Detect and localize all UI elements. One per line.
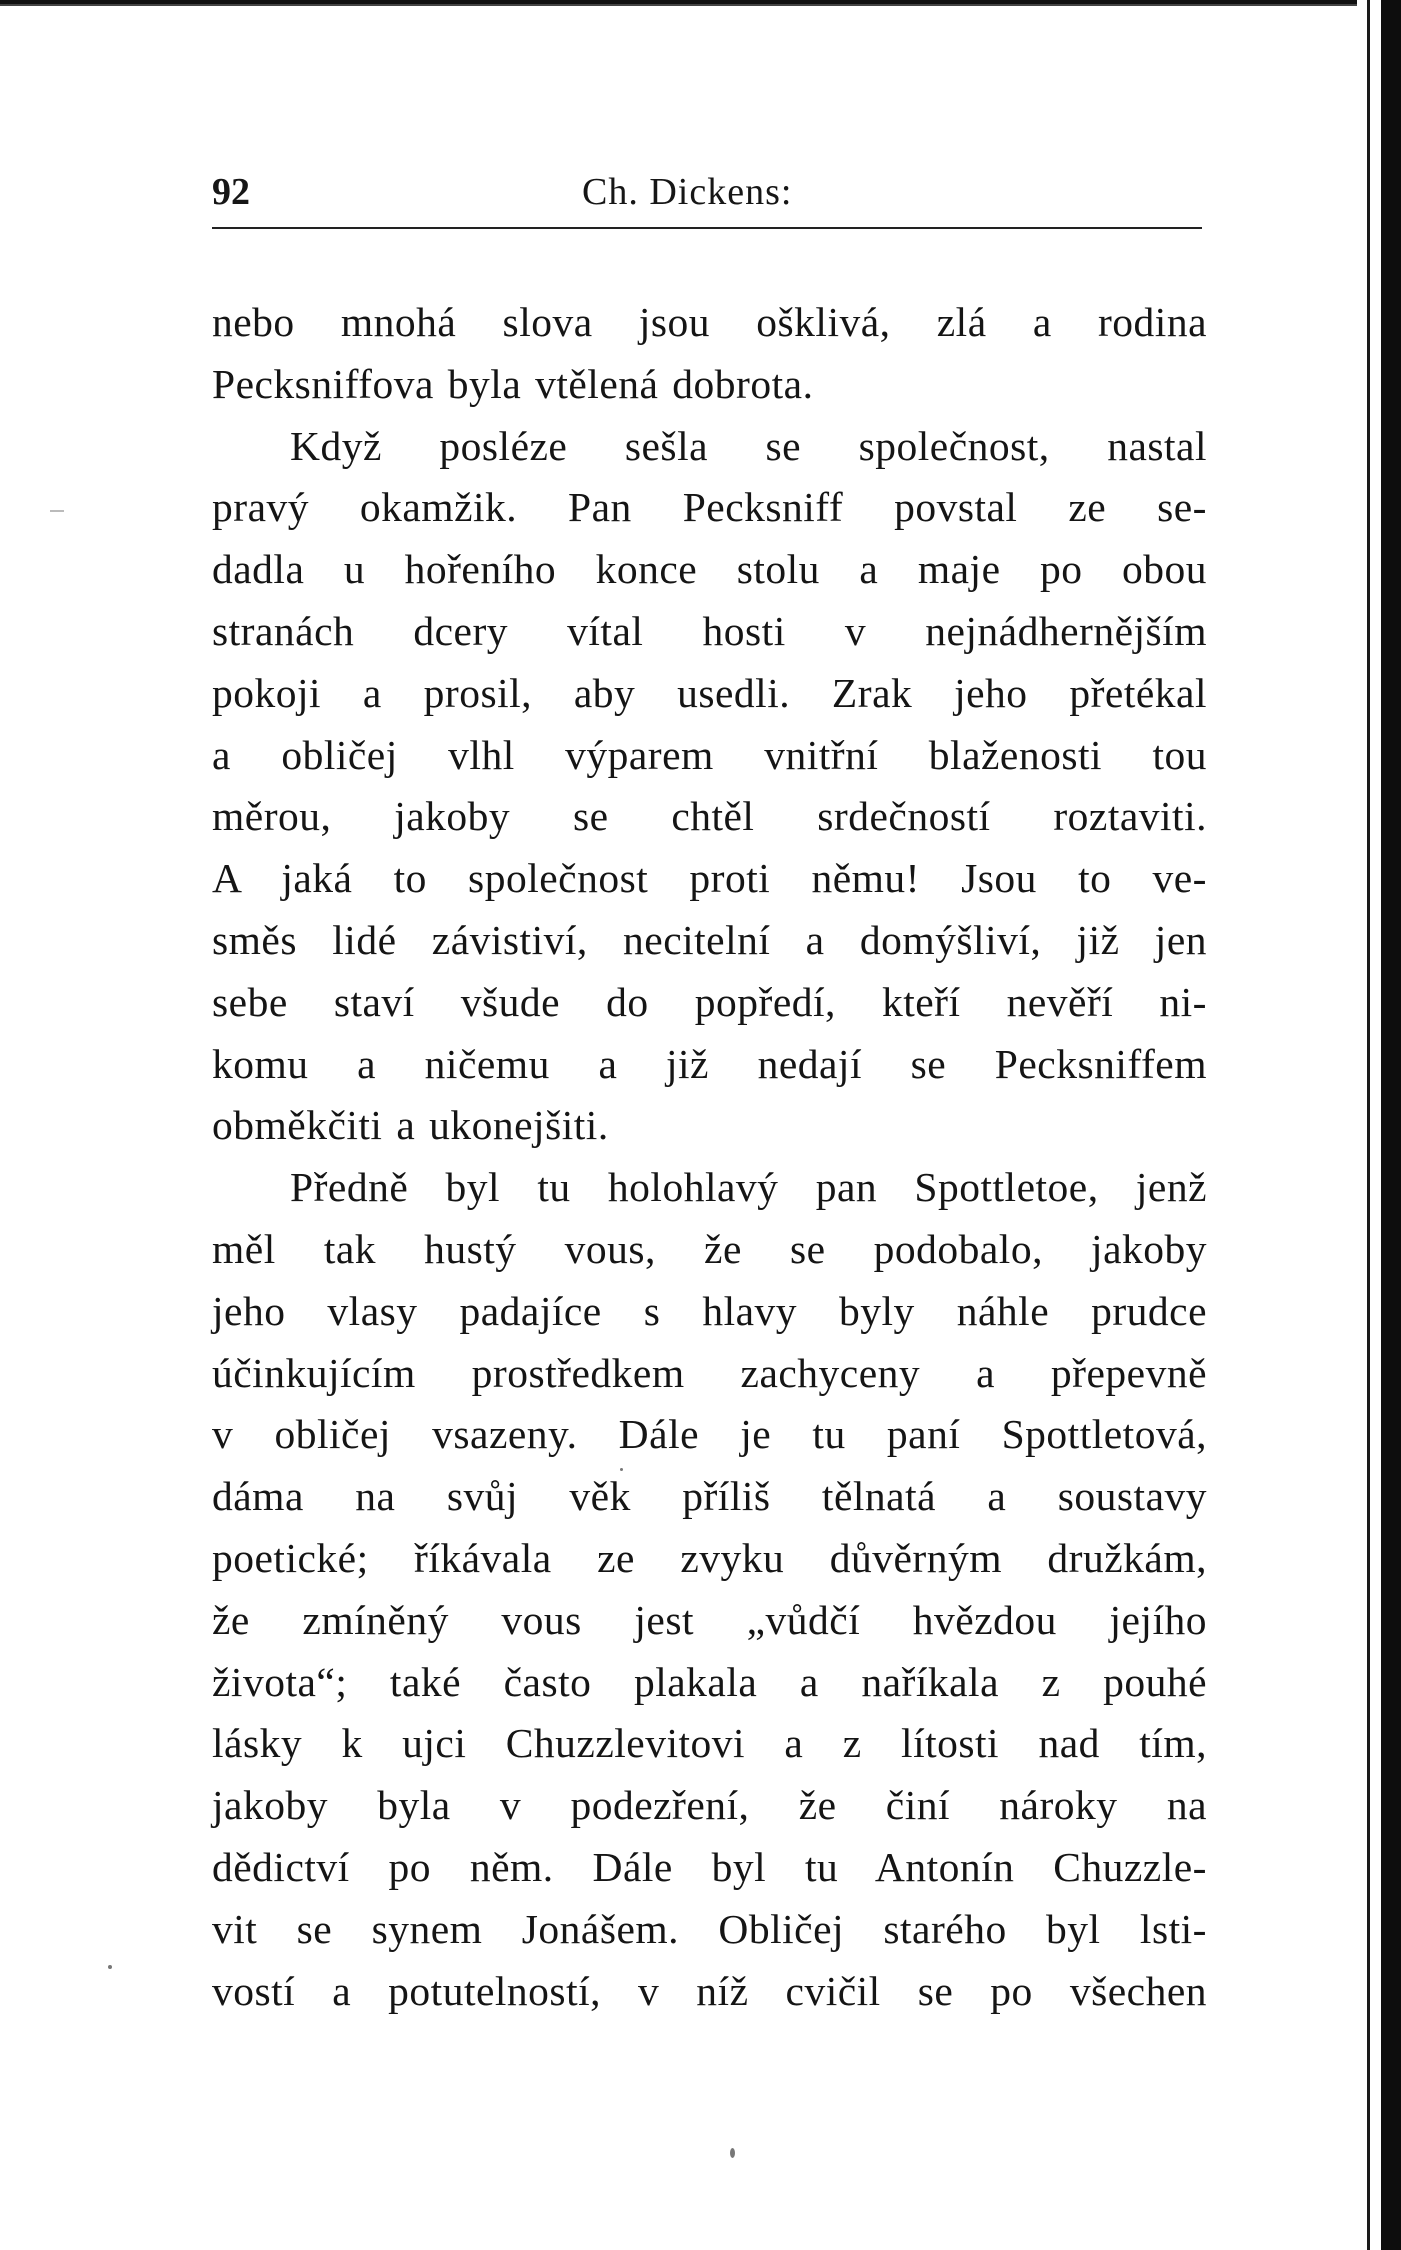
text-line: Předně byl tu holohlavý pan Spottletoe, jenž [290, 1164, 1207, 1211]
scan-speck [620, 1468, 623, 1471]
text-line: A jaká to společnost proti němu! Jsou to ve- [212, 855, 1207, 902]
text-line: pravý okamžik. Pan Pecksniff povstal ze se- [212, 484, 1207, 531]
text-line: a obličej vlhl výparem vnitřní blaženosti tou [212, 731, 1207, 778]
scan-speck [108, 1965, 112, 1969]
running-title: Ch. Dickens: [582, 171, 793, 213]
text-line: stranách dcery vítal hosti v nejnádhernějším [212, 607, 1207, 654]
text-line: obměkčiti a ukonejšiti. [212, 1102, 609, 1149]
text-line: lásky k ujci Chuzzlevitovi a z lítosti nad tím, [212, 1720, 1207, 1767]
text-line: jakoby byla v podezření, že činí nároky na [212, 1782, 1207, 1829]
scan-speck [730, 2148, 735, 2158]
body-text [212, 292, 1207, 2022]
text-line: směs lidé závistiví, necitelní a domýšliví, již jen [212, 916, 1207, 963]
text-line: komu a ničemu a již nedají se Pecksniffem [212, 1040, 1207, 1087]
paragraph [212, 1157, 1207, 2022]
text-line: života“; také často plakala a naříkala z pouhé [212, 1658, 1207, 1705]
text-line: měl tak hustý vous, že se podobalo, jakoby [212, 1225, 1207, 1272]
text-line: nebo mnohá slova jsou ošklivá, zlá a rodina [212, 299, 1207, 345]
scan-top-edge [0, 0, 1401, 10]
text-line: vostí a potutelností, v níž cvičil se po všechen [212, 1967, 1207, 2014]
text-line: dadla u hořeního konce stolu a maje po obou [212, 546, 1207, 593]
text-line: jeho vlasy padajíce s hlavy byly náhle prudce [212, 1287, 1207, 1334]
text-line: dáma na svůj věk příliš tělnatá a soustavy [212, 1473, 1207, 1520]
header-rule [212, 227, 1202, 229]
text-line: Když posléze sešla se společnost, nastal [290, 422, 1207, 469]
scan-margin-mark [50, 510, 64, 512]
text-line: dědictví po něm. Dále byl tu Antonín Chuzzle- [212, 1843, 1207, 1890]
text-line: v obličej vsazeny. Dále je tu paní Spottletová, [212, 1411, 1207, 1458]
paragraph [212, 416, 1207, 1158]
scan-right-edge [1357, 0, 1401, 2250]
text-line: vit se synem Jonášem. Obličej starého byl lsti- [212, 1905, 1207, 1952]
text-line: Pecksniffova byla vtělená dobrota. [212, 360, 814, 407]
page-number: 92 [212, 171, 250, 213]
text-line: že zmíněný vous jest „vůdčí hvězdou jejího [212, 1596, 1207, 1643]
paragraph [212, 292, 1207, 416]
page-header [212, 170, 1207, 220]
text-line: pokoji a prosil, aby usedli. Zrak jeho přetékal [212, 669, 1207, 716]
text-line: sebe staví všude do popředí, kteří nevěří ni- [212, 978, 1207, 1025]
text-line: poetické; říkávala ze zvyku důvěrným družkám, [212, 1534, 1207, 1581]
text-line: účinkujícím prostředkem zachyceny a přepevně [212, 1349, 1207, 1396]
text-line: měrou, jakoby se chtěl srdečností roztaviti. [212, 793, 1207, 840]
